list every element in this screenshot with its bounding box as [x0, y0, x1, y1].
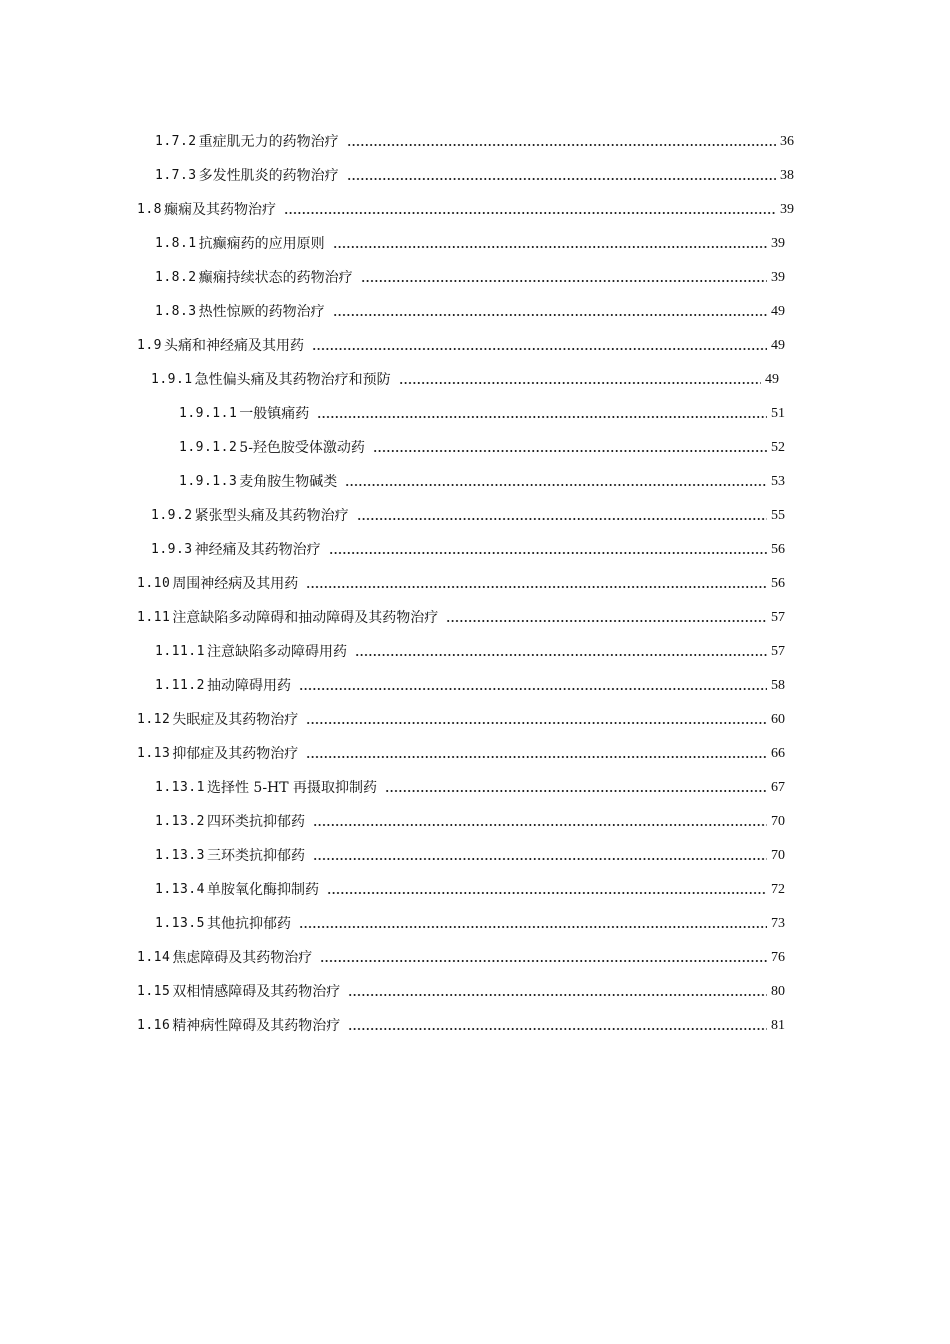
- toc-entry-number: 1.13.4: [155, 882, 205, 897]
- dot-leader: [348, 1028, 767, 1030]
- toc-entry-number: 1.8: [137, 202, 162, 217]
- toc-entry-number: 1.9.1: [151, 372, 193, 387]
- dot-leader: [329, 552, 767, 554]
- dot-leader: [357, 518, 767, 520]
- toc-entry-number: 1.11.2: [155, 678, 205, 693]
- dot-leader: [333, 314, 767, 316]
- toc-entry-title: 三环类抗抑郁药: [206, 848, 305, 864]
- toc-entry[interactable]: [0, 873, 950, 907]
- dot-leader: [345, 484, 767, 486]
- toc-entry[interactable]: [0, 533, 950, 567]
- dot-leader: [373, 450, 767, 452]
- toc-entry-title: 四环类抗抑郁药: [206, 814, 305, 830]
- toc-entry-number: 1.9.3: [151, 542, 193, 557]
- toc-entry[interactable]: [0, 635, 950, 669]
- toc-entry[interactable]: [0, 431, 950, 465]
- dot-leader: [399, 382, 761, 384]
- toc-entry[interactable]: [0, 907, 950, 941]
- toc-entry[interactable]: [0, 941, 950, 975]
- toc-entry-number: 1.13.1: [155, 780, 205, 795]
- toc-entry-title: 单胺氧化酶抑制药: [206, 882, 319, 898]
- dot-leader: [333, 246, 767, 248]
- toc-entry-title: 紧张型头痛及其药物治疗: [194, 508, 349, 524]
- toc-entry-page: 36: [780, 134, 794, 149]
- toc-entry-title: 精神病性障碍及其药物治疗: [172, 1018, 341, 1034]
- toc-entry-page: 58: [771, 678, 785, 693]
- toc-entry-page: 60: [771, 712, 785, 727]
- dot-leader: [385, 790, 767, 792]
- toc-entry[interactable]: [0, 261, 950, 295]
- toc-entry-page: 49: [771, 338, 785, 353]
- toc-entry-page: 70: [771, 814, 785, 829]
- toc-entry-page: 39: [771, 236, 785, 251]
- toc-entry-number: 1.7.2: [155, 134, 197, 149]
- toc-entry-number: 1.8.2: [155, 270, 197, 285]
- toc-entry[interactable]: [0, 771, 950, 805]
- toc-entry-title: 失眠症及其药物治疗: [172, 712, 299, 728]
- toc-entry-title: 抽动障碍用药: [206, 678, 291, 694]
- toc-entry[interactable]: [0, 159, 950, 193]
- toc-entry-page: 66: [771, 746, 785, 761]
- dot-leader: [361, 280, 767, 282]
- toc-entry-number: 1.13: [137, 746, 171, 761]
- dot-leader: [355, 654, 767, 656]
- toc-entry-number: 1.7.3: [155, 168, 197, 183]
- toc-entry-page: 57: [771, 610, 785, 625]
- toc-entry-page: 72: [771, 882, 785, 897]
- toc-entry[interactable]: [0, 125, 950, 159]
- toc-entry-number: 1.15: [137, 984, 171, 999]
- dot-leader: [347, 178, 776, 180]
- toc-entry[interactable]: [0, 465, 950, 499]
- toc-entry[interactable]: [0, 703, 950, 737]
- toc-entry-number: 1.9.2: [151, 508, 193, 523]
- toc-entry-number: 1.9.1.3: [179, 474, 238, 489]
- toc-entry[interactable]: [0, 737, 950, 771]
- dot-leader: [313, 858, 767, 860]
- toc-entry-title: 急性偏头痛及其药物治疗和预防: [194, 372, 391, 388]
- table-of-contents: [0, 125, 950, 1043]
- toc-entry-title: 其他抗抑郁药: [206, 916, 291, 932]
- toc-entry-number: 1.13.5: [155, 916, 205, 931]
- toc-entry-page: 55: [771, 508, 785, 523]
- dot-leader: [348, 994, 767, 996]
- toc-entry-page: 51: [771, 406, 785, 421]
- toc-entry-title: 癫痫及其药物治疗: [163, 202, 276, 218]
- toc-entry-number: 1.16: [137, 1018, 171, 1033]
- toc-entry[interactable]: [0, 669, 950, 703]
- toc-entry-title: 重症肌无力的药物治疗: [198, 134, 339, 150]
- toc-entry-number: 1.13.2: [155, 814, 205, 829]
- toc-entry-title: 一般镇痛药: [239, 406, 310, 422]
- toc-entry-page: 80: [771, 984, 785, 999]
- toc-entry-title: 周围神经病及其用药: [172, 576, 299, 592]
- toc-entry[interactable]: [0, 805, 950, 839]
- toc-entry-page: 38: [780, 168, 794, 183]
- toc-entry[interactable]: [0, 839, 950, 873]
- toc-entry-number: 1.9.1.2: [179, 440, 238, 455]
- dot-leader: [312, 348, 767, 350]
- dot-leader: [446, 620, 767, 622]
- toc-entry[interactable]: [0, 193, 950, 227]
- toc-entry-number: 1.14: [137, 950, 171, 965]
- dot-leader: [306, 756, 767, 758]
- toc-entry-number: 1.8.3: [155, 304, 197, 319]
- toc-entry-number: 1.9.1.1: [179, 406, 238, 421]
- dot-leader: [320, 960, 767, 962]
- toc-entry-title: 双相情感障碍及其药物治疗: [172, 984, 341, 1000]
- dot-leader: [327, 892, 767, 894]
- toc-entry-number: 1.13.3: [155, 848, 205, 863]
- toc-entry-page: 49: [771, 304, 785, 319]
- dot-leader: [306, 722, 767, 724]
- toc-entry[interactable]: [0, 567, 950, 601]
- toc-entry-title: 焦虑障碍及其药物治疗: [172, 950, 313, 966]
- toc-entry-page: 49: [765, 372, 779, 387]
- toc-entry-title: 注意缺陷多动障碍用药: [206, 644, 347, 660]
- toc-entry-number: 1.10: [137, 576, 171, 591]
- toc-entry-title: 神经痛及其药物治疗: [194, 542, 321, 558]
- toc-entry[interactable]: [0, 397, 950, 431]
- toc-entry-number: 1.11: [137, 610, 171, 625]
- toc-entry-page: 56: [771, 576, 785, 591]
- toc-entry-number: 1.11.1: [155, 644, 205, 659]
- dot-leader: [284, 212, 776, 214]
- toc-entry-title: 抗癫痫药的应用原则: [198, 236, 325, 252]
- toc-entry-title: 热性惊厥的药物治疗: [198, 304, 325, 320]
- toc-entry-page: 39: [780, 202, 794, 217]
- toc-entry-page: 81: [771, 1018, 785, 1033]
- toc-entry-number: 1.8.1: [155, 236, 197, 251]
- dot-leader: [299, 926, 767, 928]
- toc-entry[interactable]: [0, 363, 950, 397]
- toc-entry[interactable]: [0, 329, 950, 363]
- dot-leader: [299, 688, 767, 690]
- toc-entry[interactable]: [0, 975, 950, 1009]
- dot-leader: [317, 416, 767, 418]
- dot-leader: [306, 586, 767, 588]
- toc-entry-page: 57: [771, 644, 785, 659]
- toc-entry[interactable]: [0, 295, 950, 329]
- dot-leader: [313, 824, 767, 826]
- toc-entry-page: 56: [771, 542, 785, 557]
- toc-entry-page: 67: [771, 780, 785, 795]
- toc-entry-title: 头痛和神经痛及其用药: [163, 338, 304, 354]
- toc-entry[interactable]: [0, 1009, 950, 1043]
- toc-entry-number: 1.12: [137, 712, 171, 727]
- toc-entry-page: 70: [771, 848, 785, 863]
- toc-entry-number: 1.9: [137, 338, 162, 353]
- toc-entry-title: 多发性肌炎的药物治疗: [198, 168, 339, 184]
- toc-entry-page: 52: [771, 440, 785, 455]
- toc-entry-title: 抑郁症及其药物治疗: [172, 746, 299, 762]
- dot-leader: [347, 144, 776, 146]
- toc-entry-page: 76: [771, 950, 785, 965]
- toc-entry[interactable]: [0, 227, 950, 261]
- toc-entry-title: 5-羟色胺受体激动药: [239, 440, 365, 456]
- toc-entry-title: 注意缺陷多动障碍和抽动障碍及其药物治疗: [172, 610, 439, 626]
- toc-entry-page: 39: [771, 270, 785, 285]
- toc-entry[interactable]: [0, 499, 950, 533]
- toc-entry-title: 麦角胺生物碱类: [239, 474, 338, 490]
- toc-entry-title: 选择性 5-HT 再摄取抑制药: [206, 780, 378, 796]
- toc-entry-page: 73: [771, 916, 785, 931]
- toc-entry-title: 癫痫持续状态的药物治疗: [198, 270, 353, 286]
- toc-entry[interactable]: [0, 601, 950, 635]
- toc-entry-page: 53: [771, 474, 785, 489]
